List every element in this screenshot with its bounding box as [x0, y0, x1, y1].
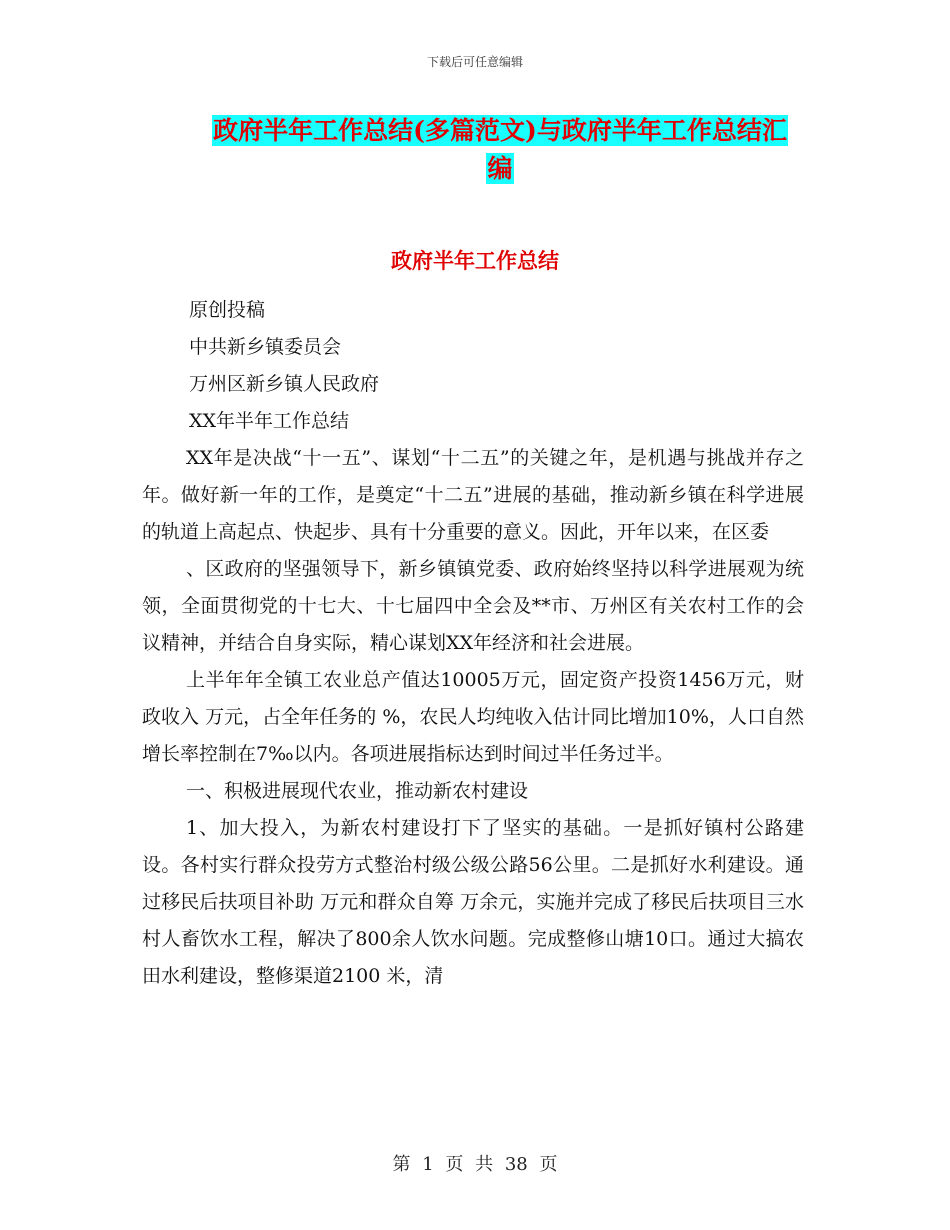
document-title-line-2: 编	[487, 154, 513, 183]
body-paragraph-intro: XX年是决战“十一五”、谋划“十二五”的关键之年，是机遇与挑战并存之年。做好新一年的工作，是奠定“十二五”进展的基础，推动新乡镇在科学进展的轨道上高起点、快起步、具有十分重要的意义。因此，开年以来，在区委	[142, 447, 804, 543]
document-title-line-1: 政府半年工作总结(多篇范文)与政府半年工作总结汇	[213, 116, 787, 145]
body-paragraph-indicators: 上半年年全镇工农业总产值达10005万元，固定资产投资1456万元，财政收入 万元，占全年任务的 %，农民人均纯收入估计同比增加10%，人口自然增长率控制在7‰以内。各项进展指标达到时间过半任务过半。	[142, 669, 804, 765]
body-paragraph-investment: 1、加大投入，为新农村建设打下了坚实的基础。一是抓好镇村公路建设。各村实行群众投劳方式整治村级公级公路56公里。二是抓好水利建设。通过移民后扶项目补助 万元和群众自筹 万余元，实施并完成了移民后扶项目三水村人畜饮水工程，解决了800余人饮水问题。完成整修山塘10口。通过大搞农田水利建设，整修渠道2100 米，清	[142, 817, 804, 987]
section-title: 政府半年工作总结	[391, 248, 559, 273]
body-line-source: 原创投稿	[189, 299, 266, 321]
document-body	[142, 292, 804, 995]
document-title	[190, 112, 810, 188]
body-paragraph-leadership: 、区政府的坚强领导下，新乡镇镇党委、政府始终坚持以科学进展观为统领，全面贯彻党的十七大、十七届四中全会及**市、万州区有关农村工作的会议精神，并结合自身实际，精心谋划XX年经济和社会进展。	[142, 558, 804, 654]
body-line-government: 万州区新乡镇人民政府	[189, 373, 380, 395]
body-line-committee: 中共新乡镇委员会	[189, 336, 342, 358]
page-footer: 第 1 页 共 38 页	[392, 1154, 558, 1175]
body-heading-section-1: 一、积极进展现代农业，推动新农村建设	[186, 780, 529, 802]
body-line-report-title: XX年半年工作总结	[189, 410, 350, 432]
page-header-note: 下载后可任意编辑	[426, 55, 523, 69]
